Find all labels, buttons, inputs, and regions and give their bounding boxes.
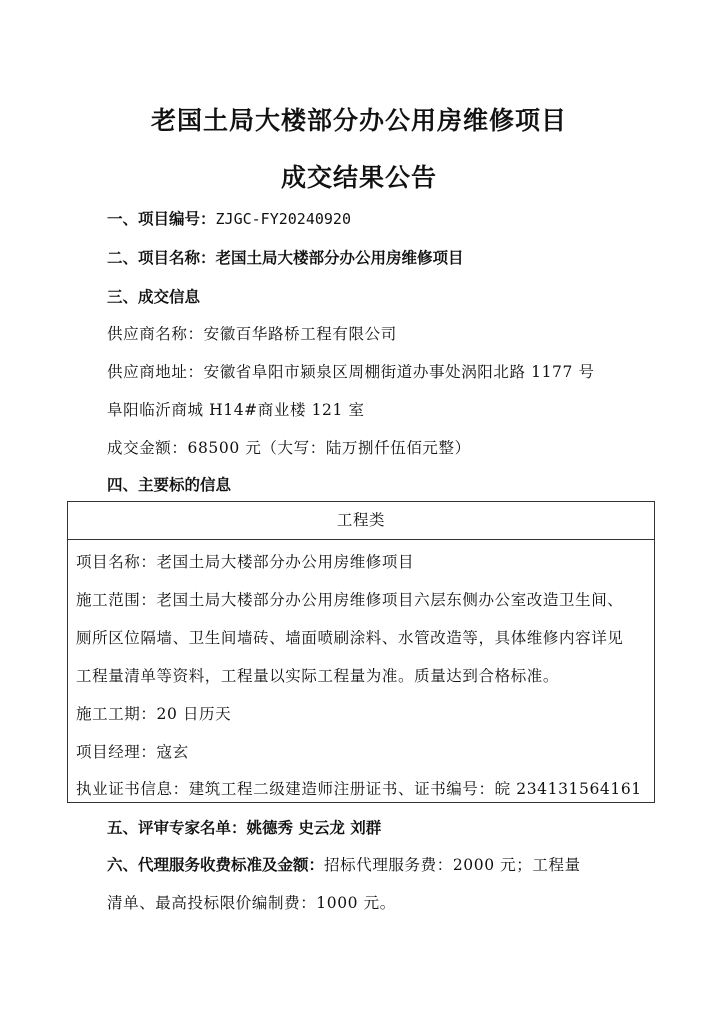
- table-construction-period: 施工工期：20 日历天: [76, 705, 232, 723]
- document-title: 老国土局大楼部分办公用房维修项目: [150, 106, 567, 135]
- table-header-engineering: 工程类: [68, 502, 654, 540]
- deal-amount: 成交金额：68500 元（大写：陆万捌仟伍佰元整）: [107, 439, 471, 457]
- supplier-address-line1: 供应商地址：安徽省阜阳市颍泉区周棚街道办事处涡阳北路 1177 号: [107, 363, 595, 381]
- agency-fee-line2: 清单、最高投标限价编制费：1000 元。: [107, 894, 396, 912]
- table-project-manager: 项目经理：寇玄: [76, 743, 189, 761]
- subject-info-table: [67, 501, 655, 803]
- supplier-name: 供应商名称：安徽百华路桥工程有限公司: [107, 325, 397, 343]
- table-scope-line2: 厕所区位隔墙、卫生间墙砖、墙面喷刷涂料、水管改造等，具体维修内容详见: [76, 629, 624, 647]
- table-scope-line1: 施工范围：老国土局大楼部分办公用房维修项目六层东侧办公室改造卫生间、: [76, 591, 624, 609]
- project-number-value: ZJGC-FY20240920: [215, 210, 351, 228]
- agency-fee-line1: [107, 853, 581, 875]
- agency-fee-value: 招标代理服务费：2000 元；工程量: [324, 856, 581, 874]
- table-project-name: 项目名称：老国土局大楼部分办公用房维修项目: [76, 553, 415, 571]
- review-experts-line: 五、评审专家名单：姚德秀 史云龙 刘群: [107, 819, 382, 837]
- agency-fee-label: 六、代理服务收费标准及金额：: [107, 856, 325, 874]
- main-subject-heading: 四、主要标的信息: [107, 476, 232, 494]
- document-subtitle: 成交结果公告: [280, 163, 437, 192]
- table-scope-line3: 工程量清单等资料，工程量以实际工程量为准。质量达到合格标准。: [76, 667, 560, 685]
- project-number-line: [107, 207, 351, 229]
- project-number-label: 一、项目编号：: [107, 210, 216, 228]
- supplier-address-line2: 阜阳临沂商城 H14#商业楼 121 室: [107, 401, 365, 419]
- deal-info-heading: 三、成交信息: [107, 288, 201, 306]
- table-certificate-info: 执业证书信息：建筑工程二级建造师注册证书、证书编号：皖 234131564161: [76, 780, 642, 798]
- project-name-heading: 二、项目名称：老国土局大楼部分办公用房维修项目: [107, 249, 464, 267]
